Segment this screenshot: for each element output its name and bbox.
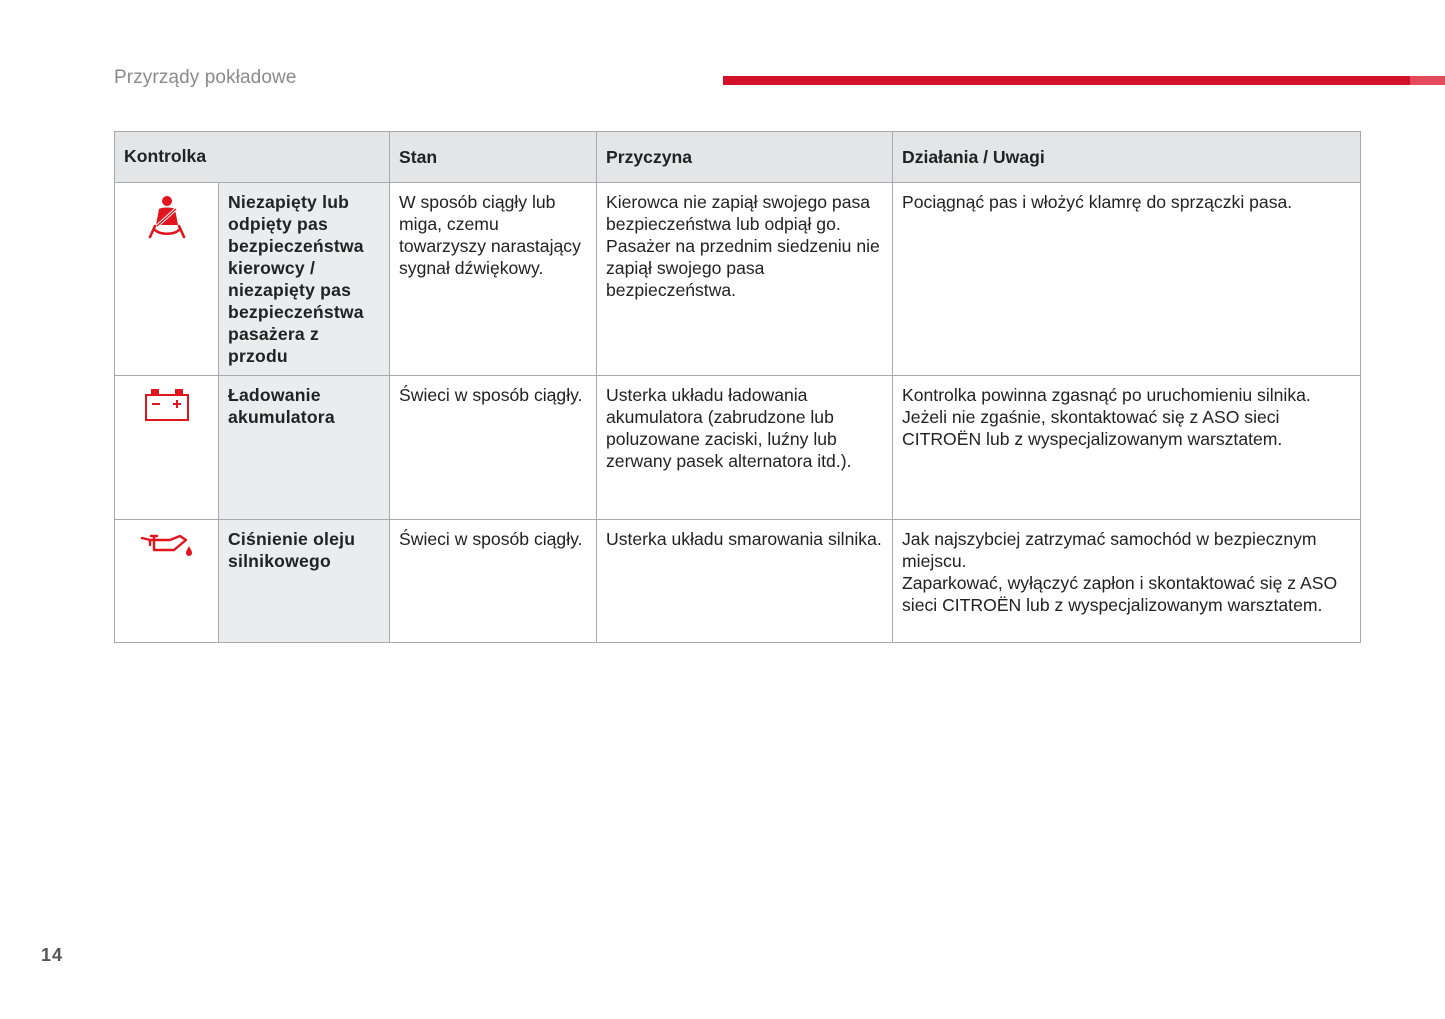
lamp-icon-cell <box>115 183 219 376</box>
seatbelt-warning-icon <box>147 195 187 248</box>
lamp-action: Kontrolka powinna zgasnąć po uruchomieniu silnika. Jeżeli nie zgaśnie, skontaktować się z ASO sieci CITROËN lub z wyspecjalizowanym warsztatem. <box>893 376 1361 520</box>
header-accent-bar-tip <box>1410 76 1445 85</box>
lamp-cause: Usterka układu smarowania silnika. <box>597 520 893 643</box>
column-header-lamp: Kontrolka <box>115 132 390 183</box>
table-row <box>115 183 1361 376</box>
oil-pressure-icon <box>140 532 194 563</box>
table-row <box>115 520 1361 643</box>
lamp-state: W sposób ciągły lub miga, czemu towarzyszy narastający sygnał dźwiękowy. <box>390 183 597 376</box>
table-header-row <box>115 132 1361 183</box>
warning-lamps-table <box>114 131 1361 643</box>
lamp-state: Świeci w sposób ciągły. <box>390 520 597 643</box>
lamp-icon-cell <box>115 376 219 520</box>
column-header-cause: Przyczyna <box>597 132 893 183</box>
lamp-action: Jak najszybciej zatrzymać samochód w bezpiecznym miejscu. Zaparkować, wyłączyć zapłon i skontaktować się z ASO sieci CITROËN lub z wyspecjalizowanym warsztatem. <box>893 520 1361 643</box>
section-title: Przyrządy pokładowe <box>114 67 297 88</box>
lamp-name: Ładowanie akumulatora <box>219 376 390 520</box>
lamp-name: Niezapięty lub odpięty pas bezpieczeństwa kierowcy / niezapięty pas bezpieczeństwa pasażera z przodu <box>219 183 390 376</box>
lamp-cause: Usterka układu ładowania akumulatora (zabrudzone lub poluzowane zaciski, luźny lub zerwany pasek alternatora itd.). <box>597 376 893 520</box>
lamp-name: Ciśnienie oleju silnikowego <box>219 520 390 643</box>
page-number: 14 <box>41 945 64 965</box>
column-header-state: Stan <box>390 132 597 183</box>
battery-charging-icon <box>144 388 190 427</box>
table-row <box>115 376 1361 520</box>
lamp-state: Świeci w sposób ciągły. <box>390 376 597 520</box>
header-accent-bar <box>723 76 1445 85</box>
lamp-icon-cell <box>115 520 219 643</box>
lamp-action: Pociągnąć pas i włożyć klamrę do sprzączki pasa. <box>893 183 1361 376</box>
lamp-cause: Kierowca nie zapiął swojego pasa bezpieczeństwa lub odpiął go. Pasażer na przednim siedzeniu nie zapiął swojego pasa bezpieczeństwa. <box>597 183 893 376</box>
column-header-action: Działania / Uwagi <box>893 132 1361 183</box>
